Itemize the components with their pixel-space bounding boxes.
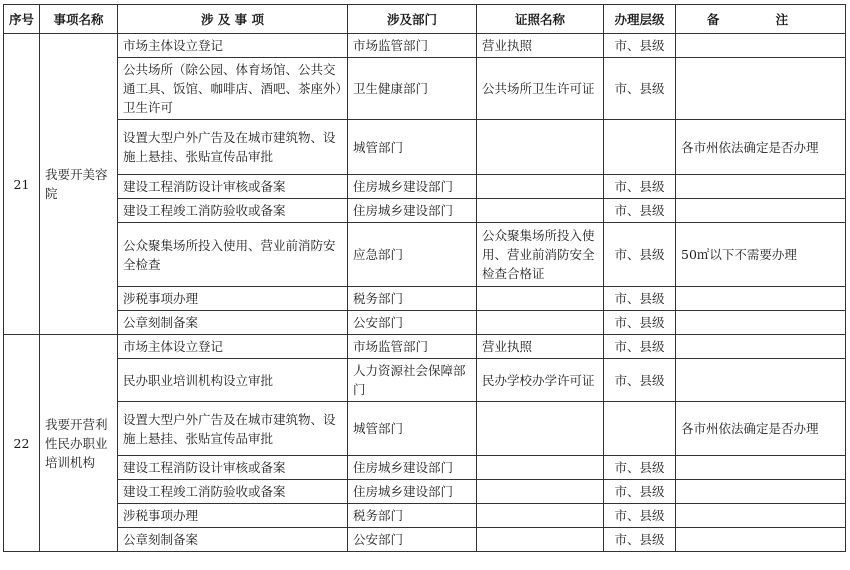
cell-level: 市、县级 (604, 335, 676, 359)
cell-license: 民办学校办学许可证 (477, 359, 604, 402)
cell-level: 市、县级 (604, 359, 676, 402)
cell-dept: 税务部门 (348, 287, 477, 311)
cell-level: 市、县级 (604, 34, 676, 58)
cell-remark (676, 480, 846, 504)
cell-level (604, 120, 676, 175)
matters-table (3, 4, 846, 552)
cell-dept: 住房城乡建设部门 (348, 175, 477, 199)
group-name: 我要开营利性民办职业培训机构 (40, 335, 118, 552)
header-name: 事项名称 (40, 5, 118, 34)
cell-remark: 各市州依法确定是否办理 (676, 402, 846, 456)
cell-remark (676, 311, 846, 335)
table-row (4, 34, 846, 58)
table-row (4, 287, 846, 311)
cell-item: 公共场所（除公园、体育场馆、公共交通工具、饭馆、咖啡店、酒吧、茶座外）卫生许可 (118, 58, 348, 120)
cell-dept: 住房城乡建设部门 (348, 456, 477, 480)
table-row (4, 402, 846, 456)
cell-license (477, 311, 604, 335)
cell-license: 营业执照 (477, 34, 604, 58)
cell-remark (676, 504, 846, 528)
cell-dept: 人力资源社会保障部门 (348, 359, 477, 402)
cell-license (477, 480, 604, 504)
table-row (4, 504, 846, 528)
cell-dept: 市场监管部门 (348, 335, 477, 359)
group-seq: 21 (4, 34, 40, 335)
cell-dept: 公安部门 (348, 528, 477, 552)
table-row (4, 120, 846, 175)
cell-item: 涉税事项办理 (118, 287, 348, 311)
cell-dept: 住房城乡建设部门 (348, 480, 477, 504)
cell-remark (676, 287, 846, 311)
cell-level: 市、县级 (604, 175, 676, 199)
cell-license (477, 528, 604, 552)
cell-remark (676, 58, 846, 120)
cell-remark (676, 175, 846, 199)
cell-remark (676, 199, 846, 223)
table-body (4, 34, 846, 552)
cell-item: 设置大型户外广告及在城市建筑物、设施上悬挂、张贴宣传品审批 (118, 120, 348, 175)
header-license: 证照名称 (477, 5, 604, 34)
cell-remark (676, 528, 846, 552)
cell-item: 公章刻制备案 (118, 528, 348, 552)
cell-license (477, 456, 604, 480)
cell-remark (676, 335, 846, 359)
cell-level: 市、县级 (604, 528, 676, 552)
cell-license (477, 120, 604, 175)
header-remark (676, 5, 846, 34)
cell-dept: 应急部门 (348, 223, 477, 287)
cell-item: 建设工程消防设计审核或备案 (118, 456, 348, 480)
cell-dept: 城管部门 (348, 402, 477, 456)
cell-item: 涉税事项办理 (118, 504, 348, 528)
table-row (4, 528, 846, 552)
cell-level: 市、县级 (604, 223, 676, 287)
cell-level (604, 402, 676, 456)
cell-license (477, 402, 604, 456)
cell-dept: 税务部门 (348, 504, 477, 528)
table-row (4, 175, 846, 199)
cell-level: 市、县级 (604, 311, 676, 335)
cell-item: 市场主体设立登记 (118, 34, 348, 58)
header-seq: 序号 (4, 5, 40, 34)
cell-item: 民办职业培训机构设立审批 (118, 359, 348, 402)
table-row (4, 199, 846, 223)
cell-dept: 卫生健康部门 (348, 58, 477, 120)
cell-dept: 公安部门 (348, 311, 477, 335)
cell-remark (676, 359, 846, 402)
cell-level: 市、县级 (604, 287, 676, 311)
cell-license (477, 175, 604, 199)
cell-item: 市场主体设立登记 (118, 335, 348, 359)
header-level: 办理层级 (604, 5, 676, 34)
cell-remark (676, 34, 846, 58)
table-row (4, 359, 846, 402)
cell-license: 公众聚集场所投入使用、营业前消防安全检查合格证 (477, 223, 604, 287)
header-dept: 涉及部门 (348, 5, 477, 34)
cell-level: 市、县级 (604, 456, 676, 480)
cell-item: 建设工程竣工消防验收或备案 (118, 199, 348, 223)
header-remark-text: 备 注 (706, 11, 815, 27)
cell-item: 建设工程消防设计审核或备案 (118, 175, 348, 199)
header-row (4, 5, 846, 34)
cell-item: 公章刻制备案 (118, 311, 348, 335)
table-row (4, 311, 846, 335)
cell-item: 设置大型户外广告及在城市建筑物、设施上悬挂、张贴宣传品审批 (118, 402, 348, 456)
cell-remark: 各市州依法确定是否办理 (676, 120, 846, 175)
cell-level: 市、县级 (604, 480, 676, 504)
cell-level: 市、县级 (604, 199, 676, 223)
group-seq: 22 (4, 335, 40, 552)
group-name: 我要开美容院 (40, 34, 118, 335)
header-item: 涉 及 事 项 (118, 5, 348, 34)
cell-license: 公共场所卫生许可证 (477, 58, 604, 120)
cell-license: 营业执照 (477, 335, 604, 359)
cell-license (477, 504, 604, 528)
table-row (4, 480, 846, 504)
cell-dept: 市场监管部门 (348, 34, 477, 58)
cell-item: 建设工程竣工消防验收或备案 (118, 480, 348, 504)
table-row (4, 456, 846, 480)
table-row (4, 58, 846, 120)
cell-level: 市、县级 (604, 504, 676, 528)
cell-license (477, 199, 604, 223)
cell-license (477, 287, 604, 311)
table-row (4, 223, 846, 287)
cell-remark (676, 456, 846, 480)
cell-item: 公众聚集场所投入使用、营业前消防安全检查 (118, 223, 348, 287)
cell-level: 市、县级 (604, 58, 676, 120)
cell-remark: 50㎡以下不需要办理 (676, 223, 846, 287)
table-row (4, 335, 846, 359)
cell-dept: 城管部门 (348, 120, 477, 175)
cell-dept: 住房城乡建设部门 (348, 199, 477, 223)
